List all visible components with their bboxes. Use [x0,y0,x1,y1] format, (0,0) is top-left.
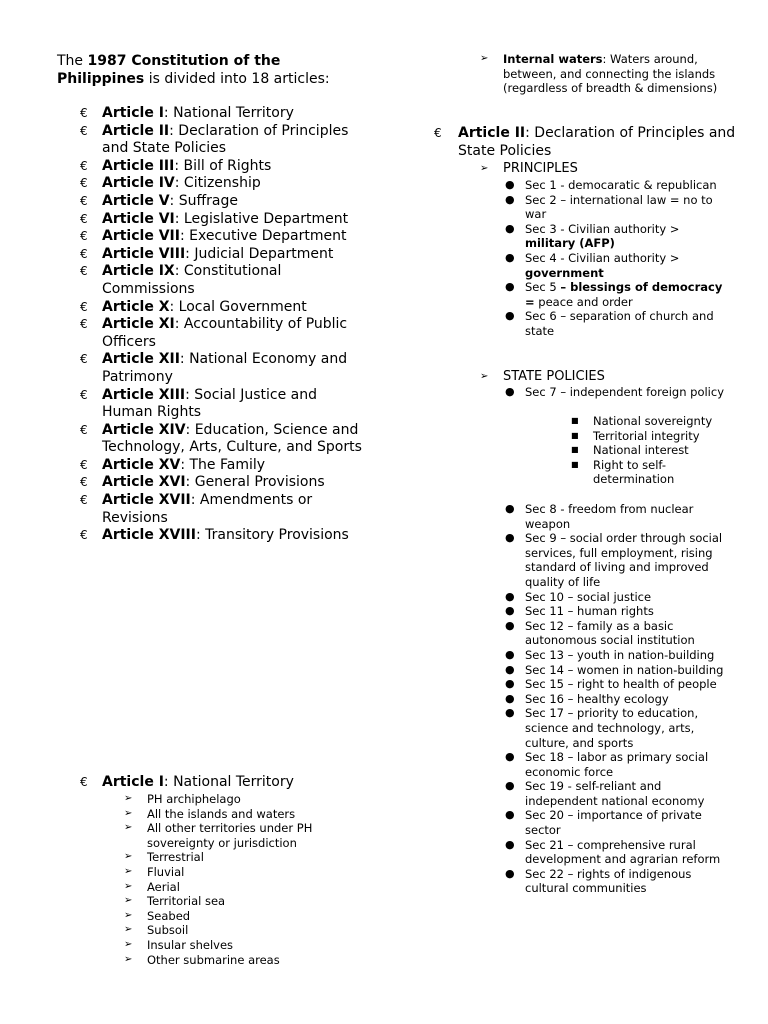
intro-paragraph [57,52,367,88]
policies-heading [480,368,703,385]
arrow-bullet-icon: ➢ [480,53,489,64]
article-number: Article XVI [102,474,186,491]
article1-heading [80,774,402,792]
article-item [80,158,370,176]
list-item [124,807,344,822]
list-item [503,502,728,531]
item-text: All other territories under PH sovereignty or jurisdiction [147,821,313,850]
policy-text: Sec 15 – right to health of people [525,677,717,692]
article2-heading [434,125,758,160]
list-item [570,458,720,487]
item-text: Territorial integrity [593,428,700,443]
item-text: National sovereignty [593,414,713,428]
article-desc: : Suffrage [169,192,238,209]
dot-bullet-icon: ● [505,677,515,691]
list-item [503,619,728,648]
article-desc: : Amendments or Revisions [102,492,313,526]
article1-number: Article I [102,774,164,790]
article-desc: : Education, Science and Technology, Arts, Culture, and Sports [102,421,362,456]
list-item [503,692,728,707]
list-item [503,251,728,280]
principle-rest: peace and order [534,294,633,309]
article-item [80,193,370,211]
euro-bullet-icon: € [80,457,88,472]
article-list [80,105,370,545]
policy-text: Sec 9 – social order through social services, full employment, rising standard of living and improved quality of life [525,531,723,589]
dot-bullet-icon: ● [505,691,515,705]
article-number: Article IX [102,263,175,280]
list-item [503,222,728,251]
item-text: National interest [593,443,689,458]
policy-text: Sec 12 – family as a basic autonomous social institution [525,618,695,648]
article-desc: : Social Justice and Human Rights [102,386,318,421]
article-number: Article XIII [102,386,186,403]
dot-bullet-icon: ● [505,706,515,720]
item-text: Territorial sea [147,894,226,909]
article-number: Article XII [102,351,180,368]
list-item [503,677,728,692]
article-item [80,123,370,158]
internal-waters-text: : Waters around, between, and connecting the islands (regardless of breadth & dimensions) [503,52,718,96]
article-item [80,211,370,229]
dot-bullet-icon: ● [505,647,515,661]
policy-text: Sec 11 – human rights [525,604,654,619]
article-number: Article X [102,298,170,315]
policies-label: STATE POLICIES [503,369,605,384]
list-item [503,706,728,750]
euro-bullet-icon: € [80,775,88,789]
article1-desc: : National Territory [163,774,294,790]
arrow-bullet-icon: ➢ [480,371,489,382]
dot-bullet-icon: ● [505,250,515,264]
article-number: Article VI [102,210,175,227]
article-number: Article XVIII [102,527,196,544]
article-desc: : National Territory [163,105,294,121]
dot-bullet-icon: ● [505,750,515,764]
sec7-text: Sec 7 – independent foreign policy [525,385,725,399]
article-desc: : Local Government [169,298,307,315]
article-number: Article V [102,192,170,209]
euro-bullet-icon: € [80,299,88,314]
policy-text: Sec 21 – comprehensive rural development and agrarian reform [525,837,721,867]
dot-bullet-icon: ● [505,221,515,235]
arrow-bullet-icon: ➢ [124,953,133,965]
list-item [503,838,728,867]
list-item [124,880,344,895]
policy-text: Sec 17 – priority to education, science and technology, arts, culture, and sports [525,706,699,750]
article-number: Article XVII [102,492,191,509]
euro-bullet-icon: € [80,193,88,208]
article-item [80,422,370,457]
article-desc: : Executive Department [179,228,347,245]
dot-bullet-icon: ● [505,280,515,294]
article-number: Article XIV [102,421,186,438]
euro-bullet-icon: € [80,229,88,244]
euro-bullet-icon: € [80,475,88,490]
list-item [124,865,344,880]
list-item [503,178,728,193]
article-desc: : Accountability of Public Officers [102,316,348,350]
list-item [570,414,720,429]
arrow-bullet-icon: ➢ [124,865,133,877]
list-item [124,923,344,938]
euro-bullet-icon: € [80,211,88,226]
dot-bullet-icon: ● [505,502,515,515]
policy-text: Sec 13 – youth in nation-building [525,647,715,662]
dot-bullet-icon: ● [505,837,515,851]
euro-bullet-icon: € [80,528,88,543]
list-item [503,280,728,309]
article-item [80,351,370,386]
policy-text: Sec 19 - self-reliant and independent national economy [525,779,705,808]
principle-text: Sec 2 – international law = no to war [525,192,713,222]
principle-text: Sec 4 - Civilian authority > [525,250,680,265]
list-item [570,429,720,444]
euro-bullet-icon: € [434,126,442,140]
sec7-subitems [570,414,720,487]
article2-desc: : Declaration of Principles and State Policies [458,125,736,159]
policies-list [503,502,728,896]
dot-bullet-icon: ● [505,309,515,323]
principles-heading [480,160,703,177]
article-desc: : Legislative Department [174,210,349,227]
dot-bullet-icon: ● [505,192,515,206]
dot-bullet-icon: ● [505,779,515,793]
sec7-list [503,385,728,400]
arrow-bullet-icon: ➢ [124,924,133,936]
principle-bold: military (AFP) [525,236,615,251]
principle-text: Sec 1 - democaratic & republican [525,178,717,192]
list-item [503,648,728,663]
principle-text: Sec 5 [525,280,561,295]
item-text: Other submarine areas [147,952,280,967]
principle-text: Sec 3 - Civilian authority > [525,221,680,236]
policy-text: Sec 22 – rights of indigenous cultural communities [525,866,692,896]
arrow-bullet-icon: ➢ [124,807,133,819]
square-bullet-icon: ■ [571,459,579,469]
arrow-bullet-icon: ➢ [124,909,133,921]
article-desc: : The Family [180,456,266,473]
dot-bullet-icon: ● [505,589,515,603]
dot-bullet-icon: ● [505,178,515,191]
article-desc: : Constitutional Commissions [102,263,282,297]
article-desc: : General Provisions [185,474,325,491]
list-item [503,750,728,779]
article-desc: : Citizenship [174,175,261,192]
euro-bullet-icon: € [80,106,88,120]
euro-bullet-icon: € [80,264,88,279]
arrow-bullet-icon: ➢ [124,822,133,834]
list-item [503,604,728,619]
arrow-bullet-icon: ➢ [124,880,133,892]
item-text: Right to self-determination [593,457,675,487]
principle-bold: government [525,265,604,280]
list-item [503,590,728,605]
intro-pre: The [57,53,88,69]
item-text: PH archiphelago [147,792,241,806]
article-desc: : Judicial Department [185,245,334,262]
intro-post: is divided into 18 articles: [144,71,330,87]
euro-bullet-icon: € [80,158,88,173]
dot-bullet-icon: ● [505,866,515,880]
euro-bullet-icon: € [80,246,88,261]
list-item [124,953,344,968]
arrow-bullet-icon: ➢ [124,938,133,950]
article-number: Article XV [102,456,181,473]
list-item [124,850,344,865]
policy-text: Sec 8 - freedom from nuclear weapon [525,502,694,531]
article-number: Article VII [102,228,180,245]
euro-bullet-icon: € [80,176,88,191]
item-text: Subsoil [147,923,189,938]
policy-text: Sec 18 – labor as primary social economic force [525,750,709,779]
article-desc: : Bill of Rights [174,157,272,174]
principles-list [503,178,728,339]
constitution-title: 1987 Constitution of the Philippines [57,53,281,87]
article-item [80,228,370,246]
list-item [503,808,728,837]
principle-text: Sec 6 – separation of church and state [525,309,714,338]
article-item [80,492,370,527]
euro-bullet-icon: € [80,387,88,402]
principles-label: PRINCIPLES [503,161,578,176]
policy-text: Sec 16 – healthy ecology [525,691,669,706]
item-text: Aerial [147,879,180,894]
list-item [503,385,728,400]
euro-bullet-icon: € [80,352,88,367]
item-text: All the islands and waters [147,806,296,821]
square-bullet-icon: ■ [571,416,579,425]
euro-bullet-icon: € [80,493,88,508]
arrow-bullet-icon: ➢ [124,895,133,907]
article-item [80,105,370,123]
article-item [80,175,370,193]
item-text: Insular shelves [147,937,234,952]
internal-waters-label: Internal waters [503,52,603,66]
policy-text: Sec 20 – importance of private sector [525,808,702,838]
article-item [80,263,370,298]
internal-waters-item [480,52,748,96]
article-number: Article VIII [102,245,186,262]
euro-bullet-icon: € [80,422,88,437]
euro-bullet-icon: € [80,123,88,138]
article-item [80,246,370,264]
dot-bullet-icon: ● [505,604,515,618]
article2-number: Article II [458,125,526,141]
dot-bullet-icon: ● [505,808,515,822]
list-item [124,894,344,909]
list-item [124,821,344,850]
dot-bullet-icon: ● [505,531,515,545]
article-item [80,299,370,317]
policy-text: Sec 14 – women in nation-building [525,662,724,677]
item-text: Terrestrial [147,850,204,865]
list-item [124,909,344,924]
policy-text: Sec 10 – social justice [525,589,652,604]
article-number: Article IV [102,175,175,192]
list-item [503,531,728,589]
item-text: Seabed [147,908,191,923]
article-item [80,457,370,475]
principle-bold: – blessings of democracy = [525,280,723,309]
article-item [80,316,370,351]
article-item [80,474,370,492]
list-item [503,663,728,678]
article-number: Article I [102,105,164,121]
arrow-bullet-icon: ➢ [124,793,133,804]
dot-bullet-icon: ● [505,662,515,676]
euro-bullet-icon: € [80,317,88,332]
square-bullet-icon: ■ [571,430,579,440]
list-item [503,193,728,222]
arrow-bullet-icon: ➢ [124,851,133,863]
square-bullet-icon: ■ [571,445,579,455]
article-number: Article XI [102,316,175,333]
list-item [503,779,728,808]
article-desc: : Declaration of Principles and State Policies [102,122,349,157]
article-number: Article III [102,157,175,174]
article-desc: : National Economy and Patrimony [102,351,348,385]
list-item [503,867,728,896]
item-text: Fluvial [147,864,185,879]
list-item [124,792,344,807]
article-number: Article II [102,122,170,139]
arrow-bullet-icon: ➢ [480,163,489,174]
list-item [503,309,728,338]
article-desc: : Transitory Provisions [195,527,349,544]
list-item [124,938,344,953]
dot-bullet-icon: ● [505,618,515,632]
dot-bullet-icon: ● [505,385,515,398]
article-item [80,527,370,545]
article-item [80,387,370,422]
list-item [570,443,720,458]
article1-items [124,792,344,967]
